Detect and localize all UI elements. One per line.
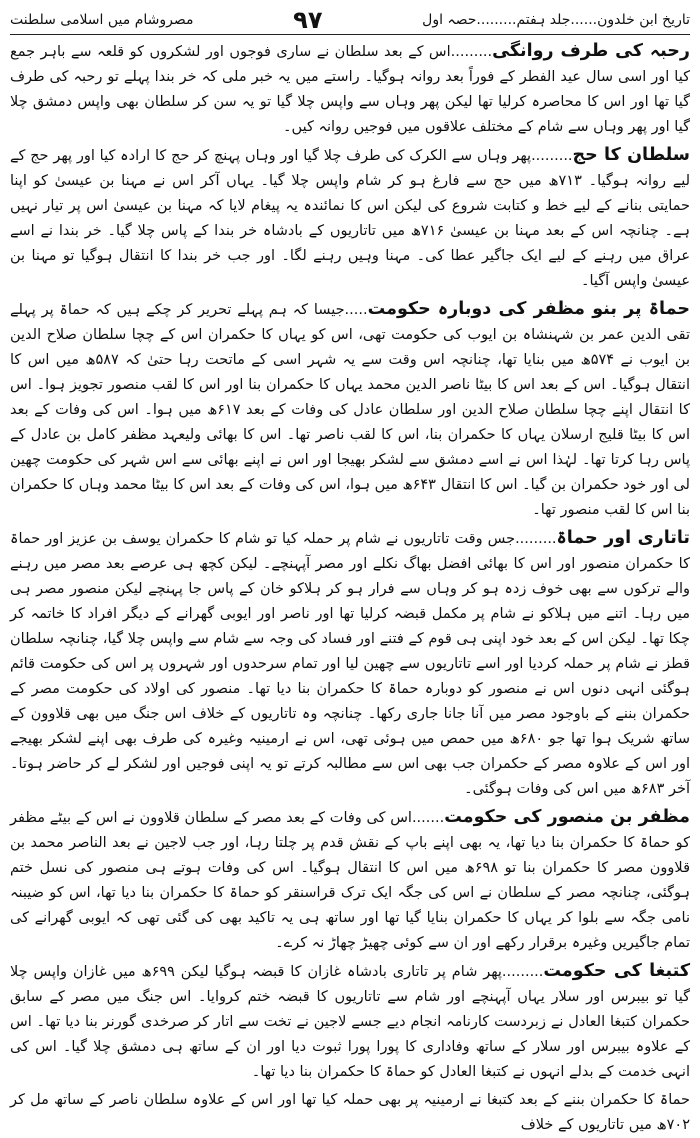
header-chapter-title: مصروشام میں اسلامی سلطنت: [10, 12, 194, 28]
section-kitbugha-rule: کتبغا کی حکومت.........پھر شام پر تاتاری بادشاہ غازان کا قبضہ ہوگیا لیکن ۶۹۹ھ میں غازان واپس چلا گیا تو بیبرس اور سلار یہاں آپہنچے اور شام سے تاتاریوں کا قبضہ ختم کروایا۔ اس جنگ میں مصر کے سابق حکمران کتبغا العادل نے زبردست کارنامہ انجام دیے جسے لاجین نے تخت سے اتار کر صرخدی گورنر بنا دیا تھا۔ اس کے علاوہ بیبرس اور سلار کے ساتھ وفاداری کا پورا پورا ثبوت دیا اور ان کے ساتھ ہی دمشق چلا گیا۔ اس کی انہی خدمت کے بدلے انہوں نے کتبغا العادل کو حماۃ کا حکمران بنا دیا تھا۔: [10, 961, 690, 1080]
section-text: اس کے بعد سلطان نے ساری فوجوں اور لشکروں کو قلعہ سے باہر جمع کیا اور اسی سال عید الفطر کے فوراً بعد روانہ ہوگیا۔ راستے میں یہ خبر ملی کہ خر بندا پہلے تو رحبہ کی طرف گیا تھا اور اس کا محاصرہ کرلیا تھا لیکن پھر وہاں سے واپس چلا گیا تو یہ سن کر سلطان بھی واپس دمشق چلا گیا اور پھر وہاں سے شام کے مختلف علاقوں میں فوجیں روانہ کیں۔: [10, 44, 690, 135]
section-text: حماۃ کا حکمران بننے کے بعد کتبغا نے ارمینیہ پر بھی حملہ کیا تھا اور اس کے علاوہ سلطان ناصر کے ساتھ مل کر ۷۰۲ھ میں تاتاریوں کے خلاف: [10, 1092, 690, 1133]
section-muzaffar-rule: مظفر بن منصور کی حکومت.......اس کی وفات کے بعد مصر کے سلطان قلاوون نے اس کے بیٹے مظفر کو حماۃ کا حکمران بنا دیا تھا، یہ بھی اپنے باپ کے نقش قدم پر چلتا رہا، اور جب لاجین نے بعد الناصر محمد بن قلاوون مصر کا حکمران بنا تو ۶۹۸ھ میں اس کا انتقال ہوگیا۔ اس کی وفات ہوتے ہی منصور کی نسل ختم ہوگئی، چنانچہ مصر کے سلطان نے اس کی جگہ ایک ترک قراسنقر کو حماۃ کا حکمران بنا دیا تھا، اس کو ضیبنہ نامی جگہ سے بلوا کر یہاں کا حکمران بنایا گیا تھا اور ساتھ ہی یہ تاکید بھی کی گئی تھی کہ ایوبی گھرانے کی تمام جاگیریں وغیرہ برقرار رکھے اور ان سے کوئی چھیڑ چھاڑ نہ کرے۔: [10, 807, 690, 951]
section-heading: مظفر بن منصور کی حکومت: [444, 807, 690, 827]
section-heading: تاتاری اور حماۃ: [556, 528, 690, 548]
section-heading: حماۃ پر بنو مظفر کی دوبارہ حکومت: [367, 299, 690, 319]
section-text: جس وقت تاتاریوں نے شام پر حملہ کیا تو شام کا حکمران یوسف بن عزیز اور حماۃ کا حکمران منصور اور اس کا بھائی افضل بھاگ نکلے اور مصر آپہنچے۔ لیکن کچھ ہی عرصے بعد مصر میں رہنے والے ترکوں سے بھی خوف زدہ ہو کر وہاں سے فرار ہو کر ہلاکو خان کے پاس جا پہنچے لیکن منصور مصر ہی میں رہا۔ اتنے میں ہلاکو نے شام پر مکمل قبضہ کرلیا تھا اور ناصر اور ایوبی گھرانے کے دیگر افراد کا خاتمہ کر چکا تھا۔ لیکن اس کے بعد خود اپنی ہی قوم کے فتنے اور فساد کی وجہ سے شام سے واپس چلا گیا، چنانچہ سلطان قطز نے شام پر حملہ کردیا اور اسے تاتاریوں سے چھین لیا اور تمام سرحدوں اور شہروں پر اس کی حکومت قائم ہوگئی انہی دنوں اس نے منصور کو دوبارہ حماۃ کا حکمران بنا دیا تھا۔ منصور کی اولاد کی حکومت مصر کے حکمران بننے کے باوجود مصر میں آنا جانا جاری رکھا۔ چنانچہ وہ تاتاریوں کے خلاف اس جنگ میں بھی قلاوون کے ساتھ شریک ہوا تھا جو ۶۸۰ھ میں حمص میں ہوئی تھی، اس نے ارمینیہ وغیرہ کی طرف بھی اپنے لشکر بھیجے اور اس کے علاوہ مصر کے حکمران جب بھی اس سے مطالبہ کرتے تو یہ اپنی فوجیں اور لشکر لے کر حاضر ہوتا۔ آخر ۶۸۳ھ میں اس کی وفات ہوگئی۔: [10, 531, 690, 797]
section-heading: رحبہ کی طرف روانگی: [492, 41, 690, 61]
section-hajj: سلطان کا حج.........پھر وہاں سے الکرک کی طرف چلا گیا اور وہاں پہنچ کر حج کا ارادہ کیا اور پھر حج کے لیے روانہ ہوگیا۔ ۷۱۳ھ میں حج سے فارغ ہو کر شام واپس چلا گیا۔ یہاں آکر اس نے مہنا بن عیسیٰ کو اپنا حمایتی بنانے کے لیے خط و کتابت شروع کی لیکن اس کا نمائندہ یہ پیغام لایا کہ مہنا بن عیسیٰ اس پر تیار نہیں ہے۔ چنانچہ اس کے بعد مہنا بن عیسیٰ ۷۱۶ھ میں تاتاریوں کے بادشاہ خر بندا کے پاس چلا گیا۔ خر بندا نے اسے عراق میں رہنے کے لیے ایک جاگیر عطا کی۔ مہنا وہیں رہنے لگا۔ اور جب خر بندا کا انتقال ہوگیا تو مہنا بن عیسیٰ واپس آگیا۔: [10, 145, 690, 289]
section-text: پھر شام پر تاتاری بادشاہ غازان کا قبضہ ہوگیا لیکن ۶۹۹ھ میں غازان واپس چلا گیا تو بیبرس اور سلار یہاں آپہنچے اور شام سے تاتاریوں کا قبضہ ختم کروایا۔ اس جنگ میں مصر کے سابق حکمران کتبغا العادل نے زبردست کارنامہ انجام دیے جسے لاجین نے تخت سے اتار کر صرخدی گورنر بنا دیا تھا۔ اس کے علاوہ بیبرس اور سلار کے ساتھ وفاداری کا پورا پورا ثبوت دیا اور ان کے ساتھ ہی دمشق چلا گیا۔ اس کی انہی خدمت کے بدلے انہوں نے کتبغا العادل کو حماۃ کا حکمران بنا دیا تھا۔: [10, 964, 690, 1080]
section-text: جیسا کہ ہم پہلے تحریر کر چکے ہیں کہ حماۃ پر پہلے تقی الدین عمر بن شہنشاہ بن ایوب کی حکومت تھی، اس کو یہاں کا حکمران اس کے چچا سلطان صلاح الدین بن ایوب نے ۵۷۴ھ میں بنایا تھا، چنانچہ اس وقت سے یہ شہر اسی کے ماتحت رہا حتیٰ کہ ۵۸۷ھ میں اس کا انتقال ہوگیا۔ اس کے بعد اس کا بیٹا ناصر الدین محمد یہاں کا حکمران بنا اور اس کا لقب منصور تجویز ہوا۔ اس کا انتقال اپنے چچا سلطان صلاح الدین اور سلطان عادل کی وفات کے بعد ۶۱۷ھ میں ہوا۔ اس کی وفات کے بعد اس کا بیٹا قلیج ارسلان یہاں کا حکمران بنا، اس کا لقب ناصر تھا۔ اس کا بھائی ولیعہد مظفر کامل بن عادل کے پاس رہا کرتا تھا۔ لہٰذا اس نے اسے دمشق سے لشکر بھیجا اور اس نے اپنے بھائی سے اس شہر کی حکومت چھین لی اور خود حکمران بن گیا۔ اس کا انتقال ۶۴۳ھ میں ہوا، اس کی وفات کے بعد اس کا بیٹا محمد وہاں کا حکمران بنا اس کا لقب منصور تھا۔: [10, 302, 691, 518]
section-rahba: رحبہ کی طرف روانگی.........اس کے بعد سلطان نے ساری فوجوں اور لشکروں کو قلعہ سے باہر جمع کیا اور اسی سال عید الفطر کے فوراً بعد روانہ ہوگیا۔ راستے میں یہ خبر ملی کہ خر بندا پہلے تو رحبہ کی طرف گیا تھا اور اس کا محاصرہ کرلیا تھا لیکن پھر وہاں سے واپس چلا گیا تو یہ سن کر سلطان بھی واپس دمشق چلا گیا اور پھر وہاں سے شام کے مختلف علاقوں میں فوجیں روانہ کیں۔: [10, 41, 690, 135]
header-part: حصہ اول: [422, 12, 477, 28]
section-heading: کتبغا کی حکومت: [543, 961, 690, 981]
page-number: ۹۷: [293, 6, 323, 34]
page-body: [10, 39, 690, 1138]
section-text: پھر وہاں سے الکرک کی طرف چلا گیا اور وہاں پہنچ کر حج کا ارادہ کیا اور پھر حج کے لیے روانہ ہوگیا۔ ۷۱۳ھ میں حج سے فارغ ہو کر شام واپس چلا گیا۔ یہاں آکر اس نے مہنا بن عیسیٰ کو اپنا حمایتی بنانے کے لیے خط و کتابت شروع کی لیکن اس کا نمائندہ یہ پیغام لایا کہ مہنا بن عیسیٰ اس پر تیار نہیں ہے۔ چنانچہ اس کے بعد مہنا بن عیسیٰ ۷۱۶ھ میں تاتاریوں کے بادشاہ خر بندا کے پاس چلا گیا۔ خر بندا نے اسے عراق میں رہنے کے لیے ایک جاگیر عطا کی۔ مہنا وہیں رہنے لگا۔ اور جب خر بندا کا انتقال ہوگیا تو مہنا بن عیسیٰ واپس آگیا۔: [10, 148, 690, 289]
section-continuation: [10, 1088, 690, 1138]
header-book-info: تاریخ ابن خلدون......جلد ہفتم.........حصہ اول: [422, 12, 690, 28]
section-hama-banu-muzaffar: حماۃ پر بنو مظفر کی دوبارہ حکومت.....جیسا کہ ہم پہلے تحریر کر چکے ہیں کہ حماۃ پر پہلے تقی الدین عمر بن شہنشاہ بن ایوب کی حکومت تھی، اس کو یہاں کا حکمران اس کے چچا سلطان صلاح الدین بن ایوب نے ۵۷۴ھ میں بنایا تھا، چنانچہ اس وقت سے یہ شہر اسی کے ماتحت رہا حتیٰ کہ ۵۸۷ھ میں اس کا انتقال ہوگیا۔ اس کے بعد اس کا بیٹا ناصر الدین محمد یہاں کا حکمران بنا اور اس کا لقب منصور تجویز ہوا۔ اس کا انتقال اپنے چچا سلطان صلاح الدین اور سلطان عادل کی وفات کے بعد ۶۱۷ھ میں ہوا۔ اس کی وفات کے بعد اس کا بیٹا قلیج ارسلان یہاں کا حکمران بنا، اس کا لقب ناصر تھا۔ اس کا بھائی ولیعہد مظفر کامل بن عادل کے پاس رہا کرتا تھا۔ لہٰذا اس نے اسے دمشق سے لشکر بھیجا اور اس نے اپنے بھائی سے اس شہر کی حکومت چھین لی اور خود حکمران بن گیا۔ اس کا انتقال ۶۴۳ھ میں ہوا، اس کی وفات کے بعد اس کا بیٹا محمد وہاں کا حکمران بنا اس کا لقب منصور تھا۔: [10, 299, 691, 518]
header-volume: جلد ہفتم: [516, 12, 571, 28]
section-heading: سلطان کا حج: [572, 145, 690, 165]
header-book-title: تاریخ ابن خلدون: [597, 12, 690, 28]
section-tatars-hama: تاتاری اور حماۃ.........جس وقت تاتاریوں نے شام پر حملہ کیا تو شام کا حکمران یوسف بن عزیز اور حماۃ کا حکمران منصور اور اس کا بھائی افضل بھاگ نکلے اور مصر آپہنچے۔ لیکن کچھ ہی عرصے بعد مصر میں رہنے والے ترکوں سے بھی خوف زدہ ہو کر وہاں سے فرار ہو کر ہلاکو خان کے پاس جا پہنچے لیکن منصور مصر ہی میں رہا۔ اتنے میں ہلاکو نے شام پر مکمل قبضہ کرلیا تھا اور ناصر اور ایوبی گھرانے کے دیگر افراد کا خاتمہ کر چکا تھا۔ لیکن اس کے بعد خود اپنی ہی قوم کے فتنے اور فساد کی وجہ سے شام سے واپس چلا گیا، چنانچہ سلطان قطز نے شام پر حملہ کردیا اور اسے تاتاریوں سے چھین لیا اور تمام سرحدوں اور شہروں پر اس کی حکومت قائم ہوگئی انہی دنوں اس نے منصور کو دوبارہ حماۃ کا حکمران بنا دیا تھا۔ منصور کی اولاد کی حکومت مصر کے حکمران بننے کے باوجود مصر میں آنا جانا جاری رکھا۔ چنانچہ وہ تاتاریوں کے خلاف اس جنگ میں بھی قلاوون کے ساتھ شریک ہوا تھا جو ۶۸۰ھ میں حمص میں ہوئی تھی، اس نے ارمینیہ وغیرہ کی طرف بھی اپنے لشکر بھیجے اور اس کے علاوہ مصر کے حکمران جب بھی اس سے مطالبہ کرتے تو یہ اپنی فوجیں اور لشکر لے کر حاضر ہوتا۔ آخر ۶۸۳ھ میں اس کی وفات ہوگئی۔: [10, 528, 690, 797]
page-header: [10, 6, 690, 35]
section-text: اس کی وفات کے بعد مصر کے سلطان قلاوون نے اس کے بیٹے مظفر کو حماۃ کا حکمران بنا دیا تھا، یہ بھی اپنے باپ کے نقش قدم پر چلتا رہا، اور جب لاجین نے بعد الناصر محمد بن قلاوون مصر کا حکمران بنا تو ۶۹۸ھ میں اس کا انتقال ہوگیا۔ اس کی وفات ہوتے ہی منصور کی نسل ختم ہوگئی، چنانچہ مصر کے سلطان نے اس کی جگہ ایک ترک قراسنقر کو حماۃ کا حکمران بنا دیا تھا، اس کو ضیبنہ نامی جگہ سے بلوا کر یہاں کا حکمران بنایا گیا تھا اور ساتھ ہی یہ تاکید بھی کی گئی تھی کہ ایوبی گھرانے کی تمام جاگیریں وغیرہ برقرار رکھے اور ان سے کوئی چھیڑ چھاڑ نہ کرے۔: [10, 810, 690, 951]
